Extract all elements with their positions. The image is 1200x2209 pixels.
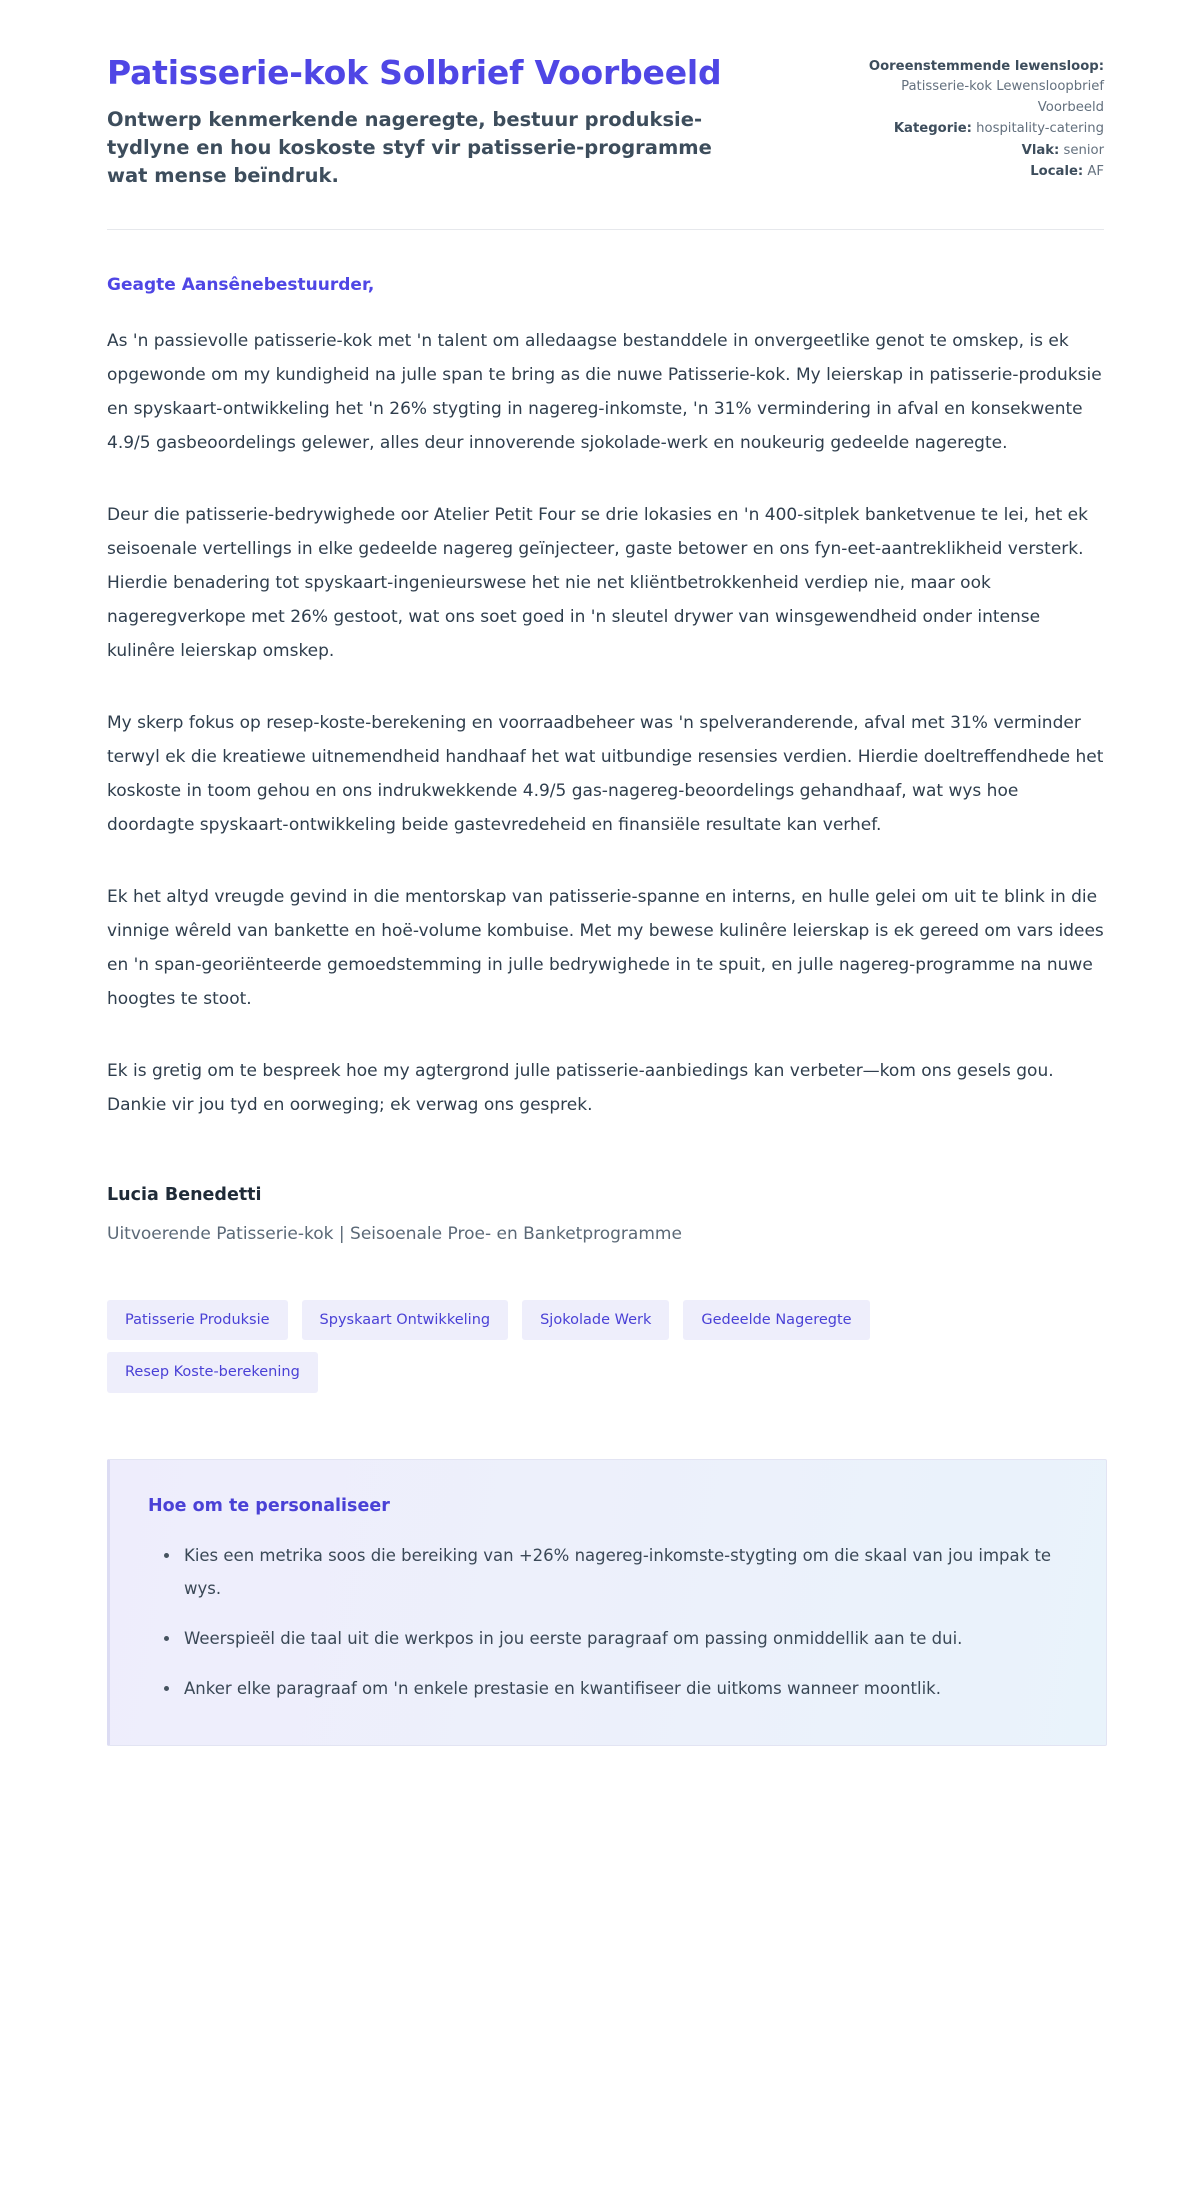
- skill-tag[interactable]: Gedeelde Nageregte: [683, 1300, 869, 1341]
- skill-tag[interactable]: Spyskaart Ontwikkeling: [302, 1300, 509, 1341]
- letter-paragraph: As 'n passievolle patisserie-kok met 'n talent om alledaagse bestanddele in onvergeetlike genot te omskep, is ek opgewonde om my kundigheid na julle span te bring as die nuwe Patisserie-kok. My leierskap in patisserie-produksie en spyskaart-ontwikkeling het 'n 26% stygting in nagereg-inkomste, 'n 31% vermindering in afval en konsekwente 4.9/5 gasbeoordelings gelewer, alles deur innoverende sjokolade-werk en noukeurig gedeelde nageregte.: [107, 331, 1102, 454]
- header-title-block: [107, 52, 747, 189]
- meta-value: hospitality-catering: [976, 121, 1104, 137]
- callout-tip-item: Anker elke paragraaf om 'n enkele prestasie en kwantifiseer die uitkoms wanneer moontlik.: [170, 1673, 1066, 1705]
- skill-tag[interactable]: Patisserie Produksie: [107, 1300, 288, 1341]
- meta-label: Vlak:: [1021, 142, 1060, 158]
- callout-tip-item: Kies een metrika soos die bereiking van +26% nagereg-inkomste-stygting om die skaal van jou impak te wys.: [170, 1540, 1066, 1604]
- page-subtitle: Ontwerp kenmerkende nageregte, bestuur produksie-tydlyne en hou koskoste styf vir patisserie-programme wat mense beïndruk.: [107, 108, 712, 187]
- callout-tip-list: [148, 1540, 1066, 1705]
- letter-paragraph: Ek is gretig om te bespreek hoe my agtergrond julle patisserie-aanbiedings kan verbeter—kom ons gesels gou. Dankie vir jou tyd en oorweging; ek verwag ons gesprek.: [107, 1061, 1054, 1116]
- meta-label: Locale:: [1030, 164, 1084, 180]
- signature-role: Uitvoerende Patisserie-kok | Seisoenale Proe- en Banketprogramme: [107, 1224, 682, 1245]
- letter-salutation: Geagte Aansênebestuurder,: [107, 275, 375, 296]
- page-title: Patisserie-kok Solbrief Voorbeeld: [107, 53, 722, 92]
- document-header: [107, 52, 1104, 189]
- meta-row-locale: [842, 162, 1104, 182]
- meta-row-level: [842, 141, 1104, 161]
- meta-value: senior: [1063, 142, 1104, 158]
- letter-body: [107, 230, 1104, 1122]
- meta-row-category: [842, 119, 1104, 139]
- meta-label: Kategorie:: [893, 121, 972, 137]
- meta-label: Ooreenstemmende lewensloop:: [868, 59, 1104, 74]
- skill-tag-list: [107, 1300, 967, 1393]
- signature-name: Lucia Benedetti: [107, 1185, 262, 1206]
- skill-tag[interactable]: Resep Koste-berekening: [107, 1352, 318, 1393]
- signature-block: [107, 1182, 1104, 1248]
- letter-paragraph: Deur die patisserie-bedrywighede oor Atelier Petit Four se drie lokasies en 'n 400-sitplek banketvenue te lei, het ek seisoenale vertellings in elke gedeelde nagereg geïnjecteer, gaste betower en ons fyn-eet-aantreklikheid versterk. Hierdie benadering tot spyskaart-ingenieurswese het nie net kliëntbetrokkenheid verdiep nie, maar ook nageregverkope met 26% gestoot, wat ons soet goed in 'n sleutel drywer van winsgewendheid onder intense kulinêre leierskap omskep.: [107, 505, 1088, 662]
- skill-tag[interactable]: Sjokolade Werk: [522, 1300, 669, 1341]
- personalization-callout: [107, 1459, 1107, 1746]
- letter-paragraph: Ek het altyd vreugde gevind in die mentorskap van patisserie-spanne en interns, en hulle gelei om uit te blink in die vinnige wêreld van bankette en hoë-volume kombuise. Met my bewese kulinêre leierskap is ek gereed om vars idees en 'n span-georiënteerde gemoedstemming in julle bedrywighede in te spuit, en julle nagereg-programme na nuwe hoogtes te stoot.: [107, 887, 1104, 1010]
- letter-paragraph: My skerp fokus op resep-koste-berekening en voorraadbeheer was 'n spelveranderende, afval met 31% verminder terwyl ek die kreatiewe uitnemendheid handhaaf het wat uitbundige resensies verdien. Hierdie doeltreffendhede het koskoste in toom gehou en ons indrukwekkende 4.9/5 gas-nagereg-beoordelings gehandhaaf, wat wys hoe doordagte spyskaart-ontwikkeling beide gastevredeheid en finansiële resultate kan verhef.: [107, 713, 1104, 836]
- callout-tip-item: Weerspieël die taal uit die werkpos in jou eerste paragraaf om passing onmiddellik aan te dui.: [170, 1623, 1066, 1655]
- callout-title: Hoe om te personaliseer: [148, 1495, 390, 1516]
- meta-value: Patisserie-kok Lewensloopbrief Voorbeeld: [901, 79, 1104, 115]
- meta-row-matching-resume: [842, 57, 1104, 118]
- document-metadata: [842, 52, 1104, 184]
- meta-value: AF: [1087, 164, 1104, 180]
